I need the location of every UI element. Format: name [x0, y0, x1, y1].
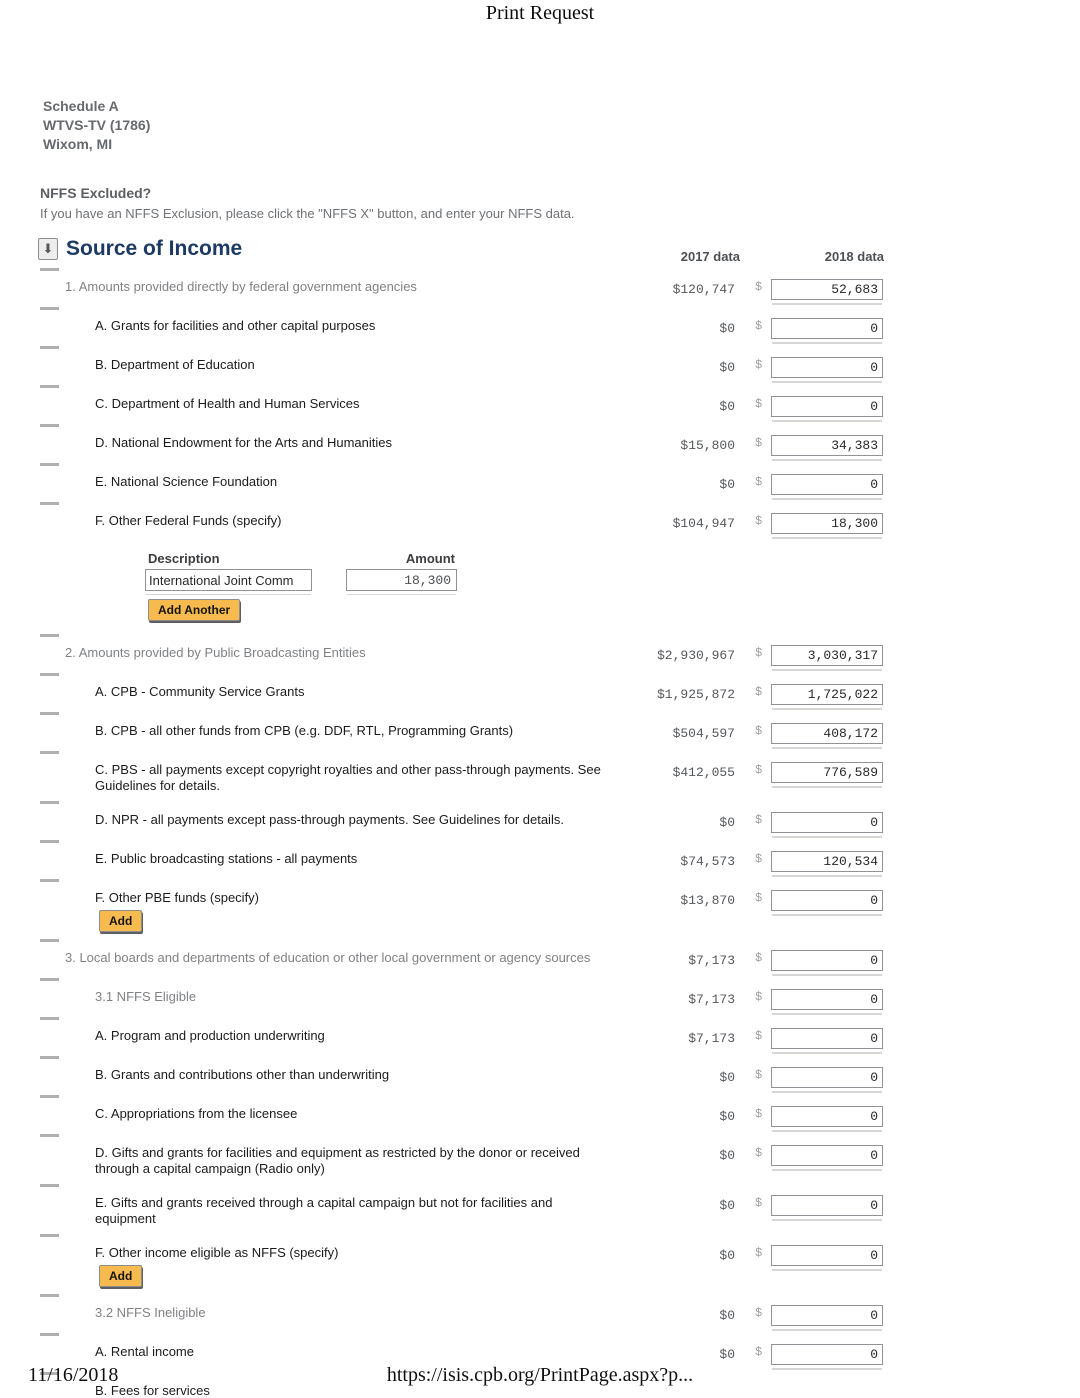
value-2017: $0	[719, 477, 735, 492]
input-2018[interactable]	[771, 812, 883, 833]
dollar-sign: $	[755, 891, 763, 905]
input-2018[interactable]	[771, 1106, 883, 1127]
column-header-2017: 2017 data	[680, 249, 740, 264]
collapsed-button-dash	[40, 634, 59, 637]
value-2017: $0	[719, 1070, 735, 1085]
dollar-sign: $	[755, 319, 763, 333]
collapsed-button-dash	[40, 879, 59, 882]
dollar-sign: $	[755, 646, 763, 660]
income-row	[30, 474, 1080, 495]
dollar-sign: $	[755, 813, 763, 827]
row-label: E. Public broadcasting stations - all payments	[95, 851, 358, 866]
row-label: B. Fees for services	[95, 1383, 210, 1398]
value-2017: $0	[719, 1347, 735, 1362]
collapsed-button-dash	[40, 502, 59, 505]
dollar-sign: $	[755, 1306, 763, 1320]
income-row	[30, 1195, 1080, 1227]
collapsed-button-dash	[40, 801, 59, 804]
input-2018[interactable]	[771, 684, 883, 705]
row-label: D. Gifts and grants for facilities and equipment as restricted by the donor or received through a capital campaign (Radio only)	[95, 1145, 580, 1176]
row-label: F. Other Federal Funds (specify)	[95, 513, 282, 528]
input-2018[interactable]	[771, 357, 883, 378]
dollar-sign: $	[755, 358, 763, 372]
collapsed-button-dash	[40, 346, 59, 349]
dollar-sign: $	[755, 436, 763, 450]
station-block	[43, 97, 1080, 154]
input-2018[interactable]	[771, 989, 883, 1010]
dollar-sign: $	[755, 514, 763, 528]
input-2018[interactable]	[771, 1245, 883, 1266]
value-2017: $15,800	[680, 438, 735, 453]
collapsed-button-dash	[40, 939, 59, 942]
value-2017: $1,925,872	[656, 687, 735, 702]
row-label: 1. Amounts provided directly by federal government agencies	[65, 279, 417, 294]
income-row	[30, 762, 1080, 794]
value-2017: $7,173	[688, 1031, 735, 1046]
row-label: 2. Amounts provided by Public Broadcasting Entities	[65, 645, 366, 660]
value-2017: $120,747	[672, 282, 735, 297]
station-callsign: WTVS-TV (1786)	[43, 117, 151, 133]
income-row	[30, 357, 1080, 378]
input-2018[interactable]	[771, 396, 883, 417]
income-row	[30, 723, 1080, 744]
station-location: Wixom, MI	[43, 136, 113, 152]
income-row	[30, 1305, 1080, 1326]
dollar-sign: $	[755, 1246, 763, 1260]
row-label: F. Other income eligible as NFFS (specify)	[95, 1245, 339, 1260]
dollar-sign: $	[755, 990, 763, 1004]
collapsed-button-dash	[40, 1017, 59, 1020]
value-2017: $412,055	[672, 765, 735, 780]
dollar-sign: $	[755, 951, 763, 965]
description-header: Description	[148, 551, 220, 566]
value-2017: $0	[719, 321, 735, 336]
dollar-sign: $	[755, 475, 763, 489]
input-2018[interactable]	[771, 1344, 883, 1365]
value-2017: $0	[719, 399, 735, 414]
dollar-sign: $	[755, 1345, 763, 1359]
dollar-sign: $	[755, 724, 763, 738]
collapsed-button-dash	[40, 673, 59, 676]
nffs-excluded-block	[40, 185, 640, 222]
row-label: B. Grants and contributions other than underwriting	[95, 1067, 390, 1082]
input-2018[interactable]	[771, 762, 883, 783]
collapsed-button-dash	[40, 978, 59, 981]
input-2018[interactable]	[771, 279, 883, 300]
value-2017: $0	[719, 1248, 735, 1263]
income-row	[30, 435, 1080, 456]
income-row	[30, 684, 1080, 705]
add-button[interactable]: Add	[99, 910, 142, 932]
input-2018[interactable]	[771, 1145, 883, 1166]
input-2018[interactable]	[771, 645, 883, 666]
row-label: F. Other PBE funds (specify)	[95, 890, 260, 905]
dollar-sign: $	[755, 1029, 763, 1043]
dollar-sign: $	[755, 397, 763, 411]
down-arrow-icon[interactable]: ⬇	[38, 238, 58, 260]
other-federal-description-input[interactable]	[145, 569, 312, 591]
row-label: C. PBS - all payments except copyright royalties and other pass-through payments. See Guidelines for details.	[95, 762, 601, 793]
dollar-sign: $	[755, 852, 763, 866]
value-2017: $0	[719, 360, 735, 375]
income-row	[30, 1245, 1080, 1287]
source-of-income-title: Source of Income	[66, 237, 243, 260]
income-row	[30, 645, 1080, 666]
input-2018[interactable]	[771, 1195, 883, 1216]
collapsed-button-dash	[40, 1333, 59, 1336]
income-row	[30, 1344, 1080, 1365]
value-2017: $504,597	[672, 726, 735, 741]
page-title: Print Request	[485, 2, 595, 24]
row-label: 3.1 NFFS Eligible	[95, 989, 197, 1004]
collapsed-button-dash	[40, 424, 59, 427]
input-2018[interactable]	[771, 435, 883, 456]
income-row	[30, 1145, 1080, 1177]
income-row	[30, 396, 1080, 417]
income-row	[30, 950, 1080, 971]
row-label: 3. Local boards and departments of education or other local government or agency sources	[65, 950, 591, 965]
collapsed-button-dash	[40, 268, 59, 271]
dollar-sign: $	[755, 685, 763, 699]
row-label: D. National Endowment for the Arts and Humanities	[95, 435, 392, 450]
row-label: A. CPB - Community Service Grants	[95, 684, 305, 699]
dollar-sign: $	[755, 763, 763, 777]
row-label: B. CPB - all other funds from CPB (e.g. DDF, RTL, Programming Grants)	[95, 723, 514, 738]
value-2017: $104,947	[672, 516, 735, 531]
collapsed-button-dash	[40, 385, 59, 388]
row-label: C. Department of Health and Human Services	[95, 396, 360, 411]
value-2017: $0	[719, 1308, 735, 1323]
income-row	[30, 513, 1080, 534]
collapsed-button-dash	[40, 840, 59, 843]
collapsed-button-dash	[40, 463, 59, 466]
value-2017: $7,173	[688, 992, 735, 1007]
input-2018[interactable]	[771, 950, 883, 971]
print-footer	[0, 1364, 1080, 1387]
income-row	[30, 851, 1080, 872]
dollar-sign: $	[755, 1068, 763, 1082]
income-row	[30, 1028, 1080, 1049]
value-2017: $7,173	[688, 953, 735, 968]
collapsed-button-dash	[40, 712, 59, 715]
collapsed-button-dash	[40, 307, 59, 310]
collapsed-button-dash	[40, 1234, 59, 1237]
collapsed-button-dash	[40, 1294, 59, 1297]
add-another-button[interactable]: Add Another	[148, 599, 240, 621]
input-2018[interactable]	[771, 723, 883, 744]
income-row	[30, 1067, 1080, 1088]
other-federal-amount-input[interactable]	[346, 569, 457, 591]
income-row	[30, 279, 1080, 300]
input-2018[interactable]	[771, 1067, 883, 1088]
dollar-sign: $	[755, 1196, 763, 1210]
collapsed-button-dash	[40, 751, 59, 754]
footer-url: https://isis.cpb.org/PrintPage.aspx?p...	[386, 1364, 694, 1386]
column-header-2018: 2018 data	[824, 249, 884, 264]
schedule-name: Schedule A	[43, 98, 119, 114]
input-2018[interactable]	[771, 890, 883, 911]
row-label: E. Gifts and grants received through a capital campaign but not for facilities and equipment	[95, 1195, 553, 1226]
value-2017: $0	[719, 1198, 735, 1213]
income-row	[30, 318, 1080, 339]
row-label: 3.2 NFFS Ineligible	[95, 1305, 206, 1320]
dollar-sign: $	[755, 280, 763, 294]
value-2017: $0	[719, 1109, 735, 1124]
income-rows	[30, 279, 1080, 1398]
value-2017: $74,573	[680, 854, 735, 869]
input-2018[interactable]	[771, 513, 883, 534]
income-row	[30, 1106, 1080, 1127]
income-row	[30, 890, 1080, 932]
dollar-sign: $	[755, 1107, 763, 1121]
row-label: A. Grants for facilities and other capital purposes	[95, 318, 376, 333]
collapsed-button-dash	[40, 1134, 59, 1137]
source-of-income-header	[38, 237, 1080, 267]
value-2017: $2,930,967	[656, 648, 735, 663]
input-2018[interactable]	[771, 474, 883, 495]
income-row	[30, 812, 1080, 833]
row-label: D. NPR - all payments except pass-through payments. See Guidelines for details.	[95, 812, 564, 827]
add-button[interactable]: Add	[99, 1265, 142, 1287]
collapsed-button-dash	[40, 1095, 59, 1098]
input-2018[interactable]	[771, 318, 883, 339]
input-2018[interactable]	[771, 1305, 883, 1326]
nffs-excluded-heading: NFFS Excluded?	[40, 185, 152, 201]
value-2017: $0	[719, 815, 735, 830]
amount-header: Amount	[405, 551, 455, 566]
value-2017: $0	[719, 1148, 735, 1163]
row-label: E. National Science Foundation	[95, 474, 278, 489]
collapsed-button-dash	[40, 1056, 59, 1059]
footer-date: 11/16/2018	[28, 1364, 119, 1386]
row-label: A. Program and production underwriting	[95, 1028, 325, 1043]
row-label: B. Department of Education	[95, 357, 255, 372]
input-2018[interactable]	[771, 1028, 883, 1049]
collapsed-button-dash	[40, 1184, 59, 1187]
input-2018[interactable]	[771, 851, 883, 872]
income-row	[30, 989, 1080, 1010]
value-2017: $13,870	[680, 893, 735, 908]
row-label: C. Appropriations from the licensee	[95, 1106, 298, 1121]
dollar-sign: $	[755, 1146, 763, 1160]
other-federal-funds-subtable	[145, 551, 1080, 621]
row-label: A. Rental income	[95, 1344, 194, 1359]
nffs-excluded-instructions: If you have an NFFS Exclusion, please click the "NFFS X" button, and enter your NFFS data.	[40, 206, 575, 221]
